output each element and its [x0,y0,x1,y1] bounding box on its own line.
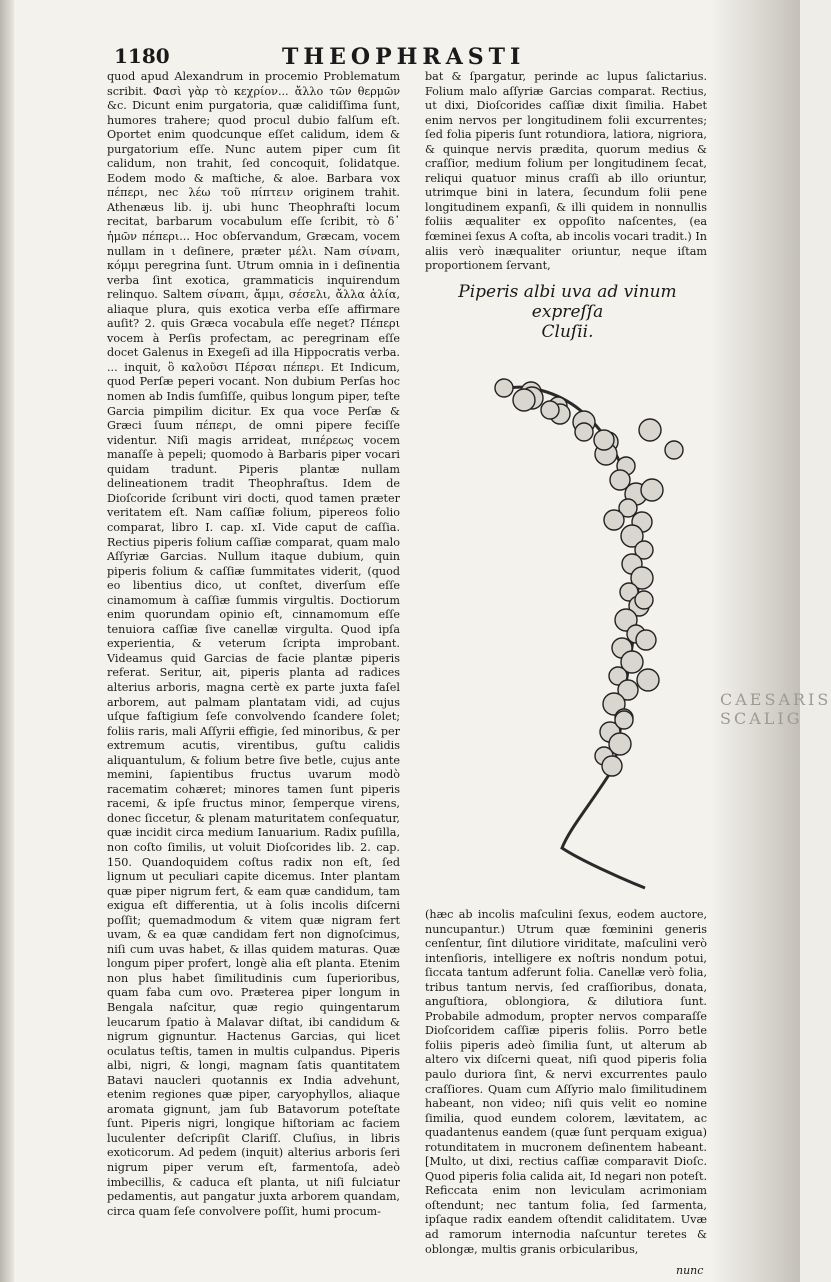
pepper-berry [639,419,661,441]
right-column-top-text: bat & ſpargatur, perinde ac lupus ſalictarius. Folium malo aſſyriæ Garcias comparat. Rectius, ut dixi, Dioſcorides caſſiæ dixit ſimilia. Habet enim nervos per longitudinem folii excurrentes; ſed folia piperis ſunt rotundiora, latiora, nigriora, & quinque nervis prædita, quorum medius & craſſior, medium folium per longitudinem ſecat, reliqui quatuor minus craſſi ab illo oriuntur, utrimque bini in latera, ſecundum folii pene longitudinem expanſi, & illi quidem in nonnullis foliis æqualiter ex oppoſito naſcentes, (ea fœminei ſexus A coſta, ab incolis vocari tradit.) In aliis verò inæqualiter oriuntur, neque iſtam proportionem ſervant, [425,70,707,273]
pepper-cluster-illustration [470,340,720,900]
pepper-berry [635,591,653,609]
right-column-top [425,70,707,273]
right-column-bottom-text: (hæc ab incolis maſculini ſexus, eodem auctore, nuncupantur.) Utrum quæ fœminini generis cenſentur, ſint dilutiore viriditate, maſculini verò intenſioris, intelligere ex noſtris nondum potui, ſiccata tantum adferunt folia. Canellæ verò folia, tribus tantum nervis, ſed craſſioribus, donata, anguſtiora, oblongiora, & dilutiora ſunt. Probabile admodum, propter nervos comparaſſe Dioſcoridem caſſiæ piperis foliis. Porro betle foliis piperis adeò ſimilia ſunt, ut alterum ab altero vix diſcerni queat, niſi quod piperis folia paulo duriora ſint, & nervi excurrentes paulo craſſiores. Quam cum Aſſyrio malo ſimilitudinem habeant, non video; niſi quis velit eo nomine ſimilia, quod eundem colorem, lævitatem, ac quadantenus eandem (quæ ſunt perquam exigua) rotunditatem in mucronem deſinentem habeant. [Multo, ut dixi, rectius caſſiæ comparavit Dioſc. Quod piperis folia calida ait, Id negari non poteſt. Reficcata enim non leviculam acrimoniam oſtendunt; nec tantum folia, ſed ſarmenta, ipſaque radix eandem oſtendit caliditatem. Uvæ ad ramorum internodia naſcuntur teretes & oblongæ, multis granis orbicularibus, [425,908,707,1256]
pepper-berry [641,479,663,501]
pepper-berry [575,423,593,441]
pepper-berry [615,711,633,729]
pepper-berry [495,379,513,397]
left-column [107,70,400,1265]
catchword: nunc [676,1264,704,1277]
pepper-berry [602,756,622,776]
pepper-berry [541,401,559,419]
right-column-bottom [425,908,707,1263]
figure-caption: Piperis albi uva ad vinum expreſſa Cluſii. [458,282,677,342]
pepper-berry [636,630,656,650]
page-header [100,44,710,70]
facing-page-edge [710,0,800,1282]
show-through-text: CAESARIS SCALIG [720,690,831,728]
running-head: THEOPHRASTI [282,44,526,70]
pepper-berry [594,430,614,450]
page-gutter-left [0,0,14,1282]
pepper-berry [604,510,624,530]
pepper-berry [637,669,659,691]
left-column-text: quod apud Alexandrum in procemio Problematum scribit. Φασὶ γὰρ τὸ κεχρίον... ἄλλο τῶν θερμῶν &c. Dicunt enim purgatoria, quæ calidiſſima ſunt, humores trahere; quod procul dubio falſum eſt. Oportet enim quodcunque eſſet calidum, idem & purgatorium eſſe. Nunc autem piper cum ſit calidum, non trahit, ſed concoquit, ſolidatque. Eodem modo & maſtiche, & aloe. Barbara vox πέπερι, nec λέω τοῦ πίπτειν originem trahit. Athenæus lib. ij. ubi hunc Theophraſti locum recitat, barbarum vocabulum eſſe ſcribit, τὸ δ᾽ ἡμῶν πέπερι... Hoc obſervandum, Græcam, vocem nullam in ι deſinere, præter μέλι. Nam σίναπι, κόμμι peregrina ſunt. Utrum omnia in i deſinentia verba ſint exotica, grammaticis inquirendum relinquo. Saltem σίναπι, ἄμμι, σέσελι, ἄλλα ἀλία, aliaque plura, quis exotica verba eſſe affirmare auſit? 2. quis Græca vocabula eſſe neget? Πέπερι vocem à Perſis profectam, ac peregrinam eſſe docet Galenus in Exegeſi ad illa Hippocratis verba. ... inquit, ὃ καλοῦσι Πέρσαι πέπερι. Et Indicum, quod Perſæ peperi vocant. Non dubium Perſas hoc nomen ab Indis ſumſiſſe, quibus longum piper, teſte Garcia pimpilim dicitur. Ex qua voce Perſæ & Græci ſuum πέπερι, de omni pipere feciſſe videntur. Niſi magis arrideat, πιπέρεως vocem manaſſe à pepeli; quomodo à Barbaris piper vocari quidam tradunt. Piperis plantæ nullam delineationem tradit Theophraſtus. Idem de Dioſcoride ſcribunt viri docti, quod tamen præter veritatem eſt. Nam caſſiæ folium, pipereos folio comparat, libro I. cap. xI. Vide caput de caſſia. Rectius piperis folium caſſiæ comparat, quam malo Aſſyriæ Garcias. Nullum itaque dubium, quin piperis folium & caſſiæ ſummitates viderit, (quod eo libentius dico, ut conſtet, diverſum eſſe cinamomum à caſſiæ ſummis virgultis. Doctiorum enim quorundam opinio eſt, cinnamomum eſſe tenuiora caſſiæ ſive canellæ virgulta. Quod ipſa experientia, & veterum ſcripta improbant. Videamus quid Garcias de facie plantæ piperis referat. Seritur, ait, piperis planta ad radices alterius arboris, magna certè ex parte juxta faſel arborem, aut palmam plantatam vidi, ad cujus uſque faſtigium ſeſe convolvendo ſcandere ſolet; foliis raris, mali Aſſyrii effigie, ſed minoribus, & per extremum acutis, virentibus, guſtu calidis aliquantulum, & folium betre ſive betle, cujus ante memini, ſapientibus fructus uvarum modò racematim cohæret; minores tamen ſunt piperis racemi, & ipſe fructus minor, ſemperque virens, donec ſiccetur, & plenam maturitatem conſequatur, quæ incidit circa medium Ianuarium. Radix puſilla, non coſto ſimilis, ut voluit Dioſcorides lib. 2. cap. 150. Quandoquidem coſtus radix non eſt, ſed lignum ut peculiari capite dicemus. Inter plantam quæ piper nigrum fert, & eam quæ candidum, tam exigua eſt differentia, ut à ſolis incolis diſcerni poſſit; quemadmodum & vitem quæ nigram fert uvam, & ea quæ candidam fert non dignoſcimus, niſi cum uvas habet, & illas quidem maturas. Quæ longum piper profert, longè alia eſt planta. Etenim non plus habet ſimilitudinis cum ſuperioribus, quam faba cum ovo. Præterea piper longum in Bengala naſcitur, quæ regio quingentarum leucarum ſpatio à Malavar diſtat, ibi candidum & nigrum gignuntur. Hactenus Garcias, qui licet oculatus teſtis, tamen in multis culpandus. Piperis albi, nigri, & longi, magnam ſatis quantitatem Batavi naucleri quotannis ex India advehunt, etenim regiones quæ piper, caryophyllos, aliaque aromata gignunt, jam ſub Batavorum poteſtate ſunt. Piperis nigri, longique hiſtoriam ac faciem luculenter deſcripſit Clariſſ. Cluſius, in libris exoticorum. Ad pedem (inquit) alterius arboris ſeri nigrum piper verum eſt, farmentoſa, adeò imbecillis, & caduca eſt planta, ut niſi fulciatur pedamentis, aut pangatur juxta arborem quandam, circa quam ſeſe convolvere poſſit, humi procum- [107,70,400,1218]
berries [495,379,683,776]
pepper-berry [665,441,683,459]
pepper-berry [513,389,535,411]
page-number: 1180 [114,44,170,68]
